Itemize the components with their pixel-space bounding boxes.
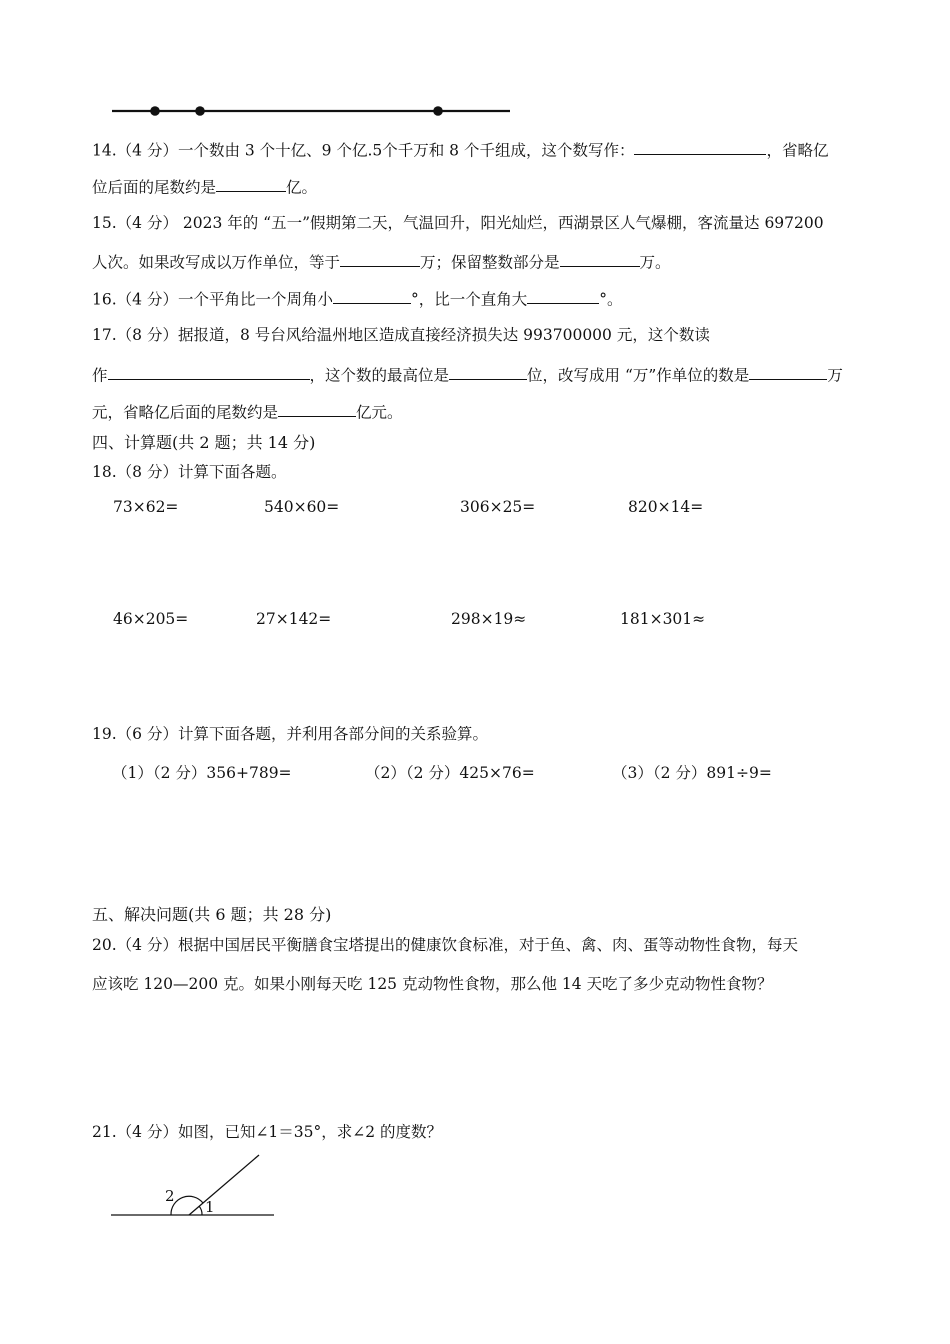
q17-line1: 17.（8 分）据报道，8 号台风给温州地区造成直接经济损失达 993700000 元，这个数读 xyxy=(92,326,710,344)
q20-line1: 20.（4 分）根据中国居民平衡膳食宝塔提出的健康饮食标准，对于鱼、禽、肉、蛋等动物性食物，每天 xyxy=(92,936,798,954)
angle-2-label: 2 xyxy=(165,1187,175,1205)
calc-item: 306×25= xyxy=(460,498,536,516)
section-4-title: 四、计算题(共 2 题；共 14 分) xyxy=(92,433,316,452)
number-line-point xyxy=(150,106,160,116)
q21-text: 21.（4 分）如图，已知∠1＝35°，求∠2 的度数？ xyxy=(92,1123,443,1141)
answer-blank[interactable] xyxy=(108,363,310,380)
angle-figure xyxy=(105,1148,285,1228)
q17-text-a: 作 xyxy=(92,366,108,385)
answer-blank[interactable] xyxy=(333,287,411,304)
q16-text-a: 16.（4 分）一个平角比一个周角小 xyxy=(92,290,333,309)
q17-text-c: 位，改写成用 “万”作单位的数是 xyxy=(527,366,750,385)
calc-item: （1）（2 分）356+789= xyxy=(112,764,292,782)
q17-text-e: 元，省略亿后面的尾数约是 xyxy=(92,403,279,422)
q17-text-f: 亿元。 xyxy=(356,403,403,422)
answer-blank[interactable] xyxy=(449,363,527,380)
calc-item: （3）（2 分）891÷9= xyxy=(612,764,772,782)
answer-blank[interactable] xyxy=(340,250,420,267)
calc-item: 46×205= xyxy=(113,610,189,628)
q15-text-c: 万。 xyxy=(639,253,671,272)
q15-text-a: 人次。如果改写成以万作单位，等于 xyxy=(92,253,341,272)
number-line-figure xyxy=(108,100,518,122)
calc-item: （2）（2 分）425×76= xyxy=(365,764,535,782)
calc-item: 27×142= xyxy=(256,610,332,628)
calc-item: 73×62= xyxy=(113,498,179,516)
answer-blank[interactable] xyxy=(634,138,766,155)
q14-text-a: 14.（4 分）一个数由 3 个十亿、9 个亿.5个千万和 8 个千组成，这个数写作： xyxy=(92,141,635,160)
q15-line1: 15.（4 分） 2023 年的 “五一”假期第二天，气温回升，阳光灿烂，西湖景区人气爆棚，客流量达 697200 xyxy=(92,214,824,232)
angle-2-arc xyxy=(171,1196,203,1215)
q18-title: 18.（8 分）计算下面各题。 xyxy=(92,463,287,481)
q16-text-c: °。 xyxy=(599,290,623,309)
angle-1-label: 1 xyxy=(205,1198,215,1216)
q14-text-c: 位后面的尾数约是 xyxy=(92,178,217,197)
q17-text-d: 万 xyxy=(827,366,843,385)
q17-text-b: ，这个数的最高位是 xyxy=(309,366,450,385)
answer-blank[interactable] xyxy=(527,287,599,304)
answer-blank[interactable] xyxy=(216,175,286,192)
q16-text-b: °，比一个直角大 xyxy=(410,290,528,309)
q14-text-d: 亿。 xyxy=(286,178,318,197)
number-line-point xyxy=(195,106,205,116)
q20-line2: 应该吃 120—200 克。如果小刚每天吃 125 克动物性食物，那么他 14 天吃了多少克动物性食物？ xyxy=(92,975,773,993)
answer-blank[interactable] xyxy=(560,250,640,267)
section-5-title: 五、解决问题(共 6 题；共 28 分) xyxy=(92,905,332,924)
number-line-point xyxy=(433,106,443,116)
calc-item: 181×301≈ xyxy=(620,610,706,628)
calc-item: 540×60= xyxy=(264,498,340,516)
angle-1-arc xyxy=(199,1206,202,1215)
q14-text-b: ，省略亿 xyxy=(766,141,829,160)
q15-text-b: 万；保留整数部分是 xyxy=(420,253,560,272)
question-16 xyxy=(92,287,622,309)
answer-blank[interactable] xyxy=(749,363,827,380)
calc-item: 820×14= xyxy=(628,498,704,516)
answer-blank[interactable] xyxy=(278,400,356,417)
q19-title: 19.（6 分）计算下面各题，并利用各部分间的关系验算。 xyxy=(92,725,488,743)
calc-item: 298×19≈ xyxy=(451,610,527,628)
